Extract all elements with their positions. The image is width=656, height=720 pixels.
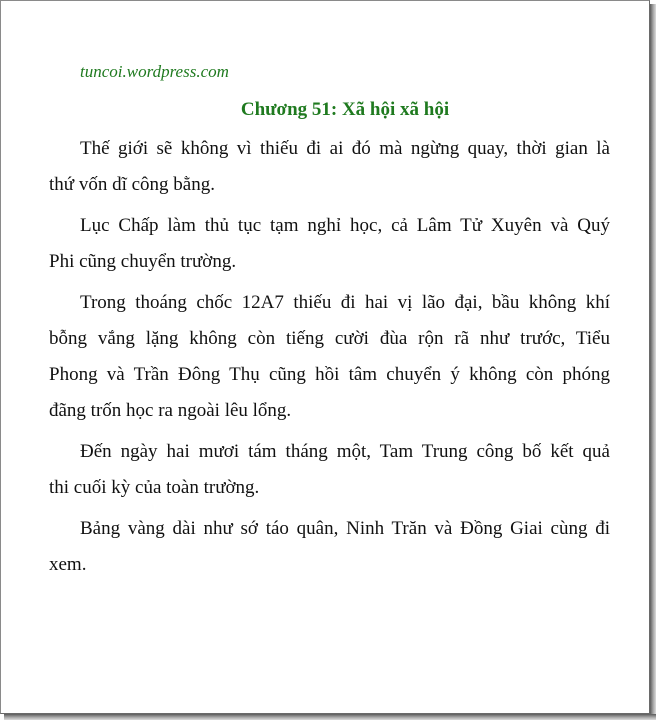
- paragraph-line: Phi cũng chuyển trường.: [49, 251, 237, 272]
- paragraph-line: bỗng vắng lặng không còn tiếng cười đùa rộn rã như trước, Tiểu: [49, 328, 610, 349]
- paragraph-4: [49, 434, 610, 506]
- paragraph-line: Thế giới sẽ không vì thiếu đi ai đó mà ngừng quay, thời gian là: [80, 138, 610, 159]
- paragraph-line: đãng trốn học ra ngoài lêu lổng.: [49, 400, 292, 421]
- paragraph-line: Đến ngày hai mươi tám tháng một, Tam Trung công bố kết quả: [80, 441, 610, 462]
- page-shadow-bottom: [4, 714, 656, 720]
- chapter-title: Chương 51: Xã hội xã hội: [240, 99, 450, 120]
- paragraph-3: [49, 285, 610, 429]
- paragraph-line: Bảng vàng dài như sớ táo quân, Ninh Trăn và Đồng Giai cùng đi: [80, 518, 610, 539]
- page-shadow-right: [650, 4, 656, 720]
- paragraph-line: Trong thoáng chốc 12A7 thiếu đi hai vị lão đại, bầu không khí: [80, 292, 610, 313]
- paragraph-2: [49, 208, 610, 280]
- paragraph-line: Phong và Trần Đông Thụ cũng hồi tâm chuyển ý không còn phóng: [49, 364, 610, 385]
- site-link: tuncoi.wordpress.com: [80, 62, 229, 81]
- paragraph-line: Lục Chấp làm thủ tục tạm nghỉ học, cả Lâm Tử Xuyên và Quý: [80, 215, 610, 236]
- paragraph-line: thi cuối kỳ của toàn trường.: [49, 477, 260, 498]
- paragraph-1: [49, 131, 610, 203]
- paragraph-line: xem.: [49, 554, 87, 575]
- paragraph-5: [49, 511, 610, 583]
- document-content: [49, 59, 610, 588]
- paragraph-line: thứ vốn dĩ công bằng.: [49, 174, 215, 195]
